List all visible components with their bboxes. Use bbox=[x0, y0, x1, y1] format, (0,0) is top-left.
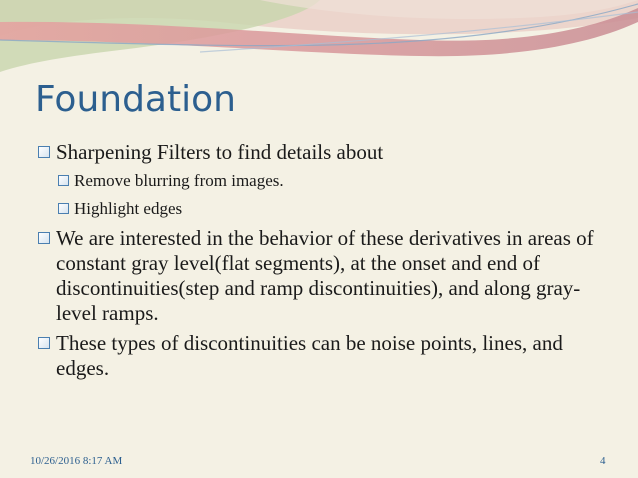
bullet-box-icon bbox=[58, 203, 69, 214]
bullet-item bbox=[38, 140, 598, 165]
bullet-box-icon bbox=[38, 337, 50, 349]
bullet-text: Highlight edges bbox=[74, 199, 183, 218]
bullet-item bbox=[38, 331, 598, 381]
footer-date: 10/26/2016 8:17 AM bbox=[30, 455, 123, 467]
bullet-item bbox=[38, 226, 598, 326]
bullet-text: Remove blurring from images. bbox=[74, 171, 284, 190]
bullet-text: Sharpening Filters to find details about bbox=[56, 140, 384, 164]
bullet-box-icon bbox=[38, 232, 50, 244]
slide-title: Foundation bbox=[35, 79, 236, 120]
sub-bullet-item bbox=[58, 170, 598, 192]
bullet-text: We are interested in the behavior of these derivatives in areas of constant gray level(flat segments), at the onset and end of discontinuities(step and ramp discontinuities), and along gray-level ramps. bbox=[56, 226, 594, 325]
bullet-text: These types of discontinuities can be noise points, lines, and edges. bbox=[56, 331, 563, 380]
bullet-box-icon bbox=[58, 175, 69, 186]
page-number: 4 bbox=[600, 455, 606, 467]
slide-content bbox=[38, 140, 598, 386]
sub-bullet-item bbox=[58, 198, 598, 220]
bullet-box-icon bbox=[38, 146, 50, 158]
